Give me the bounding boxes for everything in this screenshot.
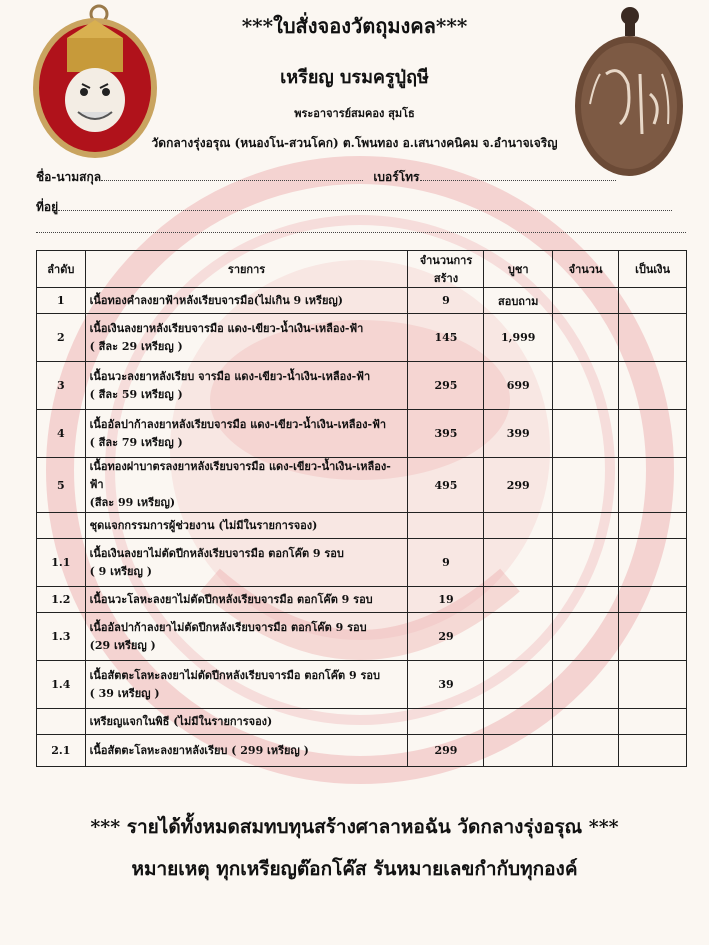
row-price <box>484 587 552 613</box>
address-row-2 <box>36 222 686 236</box>
row-quantity-made: 299 <box>408 735 484 767</box>
row-price <box>484 709 552 735</box>
row-amount-input[interactable] <box>552 410 618 458</box>
table-row <box>37 661 687 709</box>
row-quantity-made: 395 <box>408 410 484 458</box>
table-row <box>37 410 687 458</box>
row-item <box>85 314 408 362</box>
row-price: 1,999 <box>484 314 552 362</box>
row-item-name: เนื้อนวะโลหะลงยาไม่ตัดปีกหลังเรียบจารมือ ตอกโค๊ต 9 รอบ <box>89 592 373 606</box>
name-phone-row <box>36 168 616 187</box>
address-field-line2[interactable] <box>36 222 686 233</box>
table-header-row <box>37 251 687 288</box>
row-amount-input[interactable] <box>552 587 618 613</box>
row-total-input[interactable] <box>619 458 687 513</box>
row-item-name: เนื้ออัลปาก้าลงยาไม่ตัดปีกหลังเรียบจารมือ ตอกโค๊ต 9 รอบ <box>89 620 367 634</box>
row-price <box>484 613 552 661</box>
row-item-name: เนื้ออัลปาก้าลงยาหลังเรียบจารมือ แดง-เขียว-น้ำเงิน-เหลือง-ฟ้า <box>89 417 387 431</box>
row-amount-input[interactable] <box>552 362 618 410</box>
footer-note: *** รายได้ทั้งหมดสมทบทุนสร้างศาลาหอฉัน วัดกลางรุ่งอรุณ *** <box>90 816 619 838</box>
row-total-input[interactable] <box>619 735 687 767</box>
row-number <box>37 513 86 539</box>
row-item <box>85 288 408 314</box>
row-quantity-made: 19 <box>408 587 484 613</box>
header-total: เป็นเงิน <box>619 251 687 288</box>
row-amount-input[interactable] <box>552 513 618 539</box>
row-quantity-made <box>408 513 484 539</box>
table-row <box>37 288 687 314</box>
row-number: 5 <box>37 458 86 513</box>
row-item-name: ชุดแจกกรรมการผู้ช่วยงาน (ไม่มีในรายการจอง) <box>89 518 318 532</box>
row-total-input[interactable] <box>619 362 687 410</box>
row-item-note: ( 39 เหรียญ ) <box>89 686 160 700</box>
row-item <box>85 587 408 613</box>
row-item-note: (29 เหรียญ ) <box>89 638 156 652</box>
table-row <box>37 458 687 513</box>
row-price <box>484 513 552 539</box>
row-total-input[interactable] <box>619 410 687 458</box>
phone-field[interactable] <box>420 170 616 181</box>
row-total-input[interactable] <box>619 314 687 362</box>
row-item-name: เนื้อทองฝาบาตรลงยาหลังเรียบจารมือ แดง-เขียว-น้ำเงิน-เหลือง-ฟ้า <box>89 460 391 491</box>
row-number: 1 <box>37 288 86 314</box>
table-row <box>37 539 687 587</box>
monk-name: พระอาจารย์สมคอง สุมโธ <box>294 107 415 120</box>
row-amount-input[interactable] <box>552 613 618 661</box>
row-amount-input[interactable] <box>552 735 618 767</box>
row-number: 2.1 <box>37 735 86 767</box>
row-price <box>484 539 552 587</box>
row-item-note: ( สีละ 29 เหรียญ ) <box>89 339 183 353</box>
row-price: 299 <box>484 458 552 513</box>
table-row <box>37 709 687 735</box>
address-label: ที่อยู่ <box>36 200 59 214</box>
row-total-input[interactable] <box>619 613 687 661</box>
header-amount: จำนวน <box>552 251 618 288</box>
row-total-input[interactable] <box>619 587 687 613</box>
row-price: สอบถาม <box>484 288 552 314</box>
address-field[interactable] <box>58 200 672 211</box>
row-number: 1.3 <box>37 613 86 661</box>
row-item <box>85 362 408 410</box>
address-row <box>36 198 672 217</box>
row-item-name: เนื้อทองคำลงยาฟ้าหลังเรียบจารมือ(ไม่เกิน 9 เหรียญ) <box>89 293 343 307</box>
table-row <box>37 735 687 767</box>
row-number: 1.1 <box>37 539 86 587</box>
row-quantity-made: 9 <box>408 288 484 314</box>
name-label: ชื่อ-นามสกุล <box>36 170 102 184</box>
footer-remark: หมายเหตุ ทุกเหรียญต๊อกโค๊ส รันหมายเลขกำกับทุกองค์ <box>131 858 578 880</box>
row-number: 1.2 <box>37 587 86 613</box>
row-item-note: ( สีละ 59 เหรียญ ) <box>89 387 183 401</box>
name-field[interactable] <box>101 170 363 181</box>
row-price <box>484 735 552 767</box>
row-item-name: เนื้อเงินลงยาไม่ตัดปีกหลังเรียบจารมือ ตอกโค๊ต 9 รอบ <box>89 546 344 560</box>
temple-address: วัดกลางรุ่งอรุณ (หนองโน-สวนโคก) ต.โพนทอง อ.เสนางคนิคม จ.อำนาจเจริญ <box>151 136 558 150</box>
header-no: ลำดับ <box>37 251 86 288</box>
row-total-input[interactable] <box>619 709 687 735</box>
row-quantity-made: 145 <box>408 314 484 362</box>
row-quantity-made: 9 <box>408 539 484 587</box>
row-amount-input[interactable] <box>552 539 618 587</box>
table-row <box>37 513 687 539</box>
row-number: 2 <box>37 314 86 362</box>
row-quantity-made <box>408 709 484 735</box>
row-item <box>85 735 408 767</box>
row-number: 3 <box>37 362 86 410</box>
row-item-name: เนื้อสัตตะโลหะลงยาไม่ตัดปีกหลังเรียบจารมือ ตอกโค๊ต 9 รอบ <box>89 668 380 682</box>
header-qty: จำนวนการสร้าง <box>408 251 484 288</box>
row-quantity-made: 495 <box>408 458 484 513</box>
row-amount-input[interactable] <box>552 458 618 513</box>
row-total-input[interactable] <box>619 513 687 539</box>
row-quantity-made: 29 <box>408 613 484 661</box>
row-item-name: เหรียญแจกในพิธี (ไม่มีในรายการจอง) <box>89 714 273 728</box>
order-table <box>36 250 687 767</box>
row-item-note: ( สีละ 79 เหรียญ ) <box>89 435 183 449</box>
row-item <box>85 458 408 513</box>
table-row <box>37 314 687 362</box>
row-amount-input[interactable] <box>552 661 618 709</box>
table-row <box>37 362 687 410</box>
header-price: บูชา <box>484 251 552 288</box>
row-item <box>85 661 408 709</box>
phone-label: เบอร์โทร <box>373 170 420 184</box>
row-item-name: เนื้อนวะลงยาหลังเรียบ จารมือ แดง-เขียว-น้ำเงิน-เหลือง-ฟ้า <box>89 369 371 383</box>
row-price: 399 <box>484 410 552 458</box>
row-number: 4 <box>37 410 86 458</box>
row-item-name: เนื้อเงินลงยาหลังเรียบจารมือ แดง-เขียว-น้ำเงิน-เหลือง-ฟ้า <box>89 321 364 335</box>
page-title: ***ใบสั่งจองวัตถุมงคล*** <box>241 14 468 38</box>
row-item <box>85 410 408 458</box>
row-item <box>85 513 408 539</box>
row-total-input[interactable] <box>619 288 687 314</box>
row-total-input[interactable] <box>619 661 687 709</box>
row-number <box>37 709 86 735</box>
row-item-note: ( 9 เหรียญ ) <box>89 564 152 578</box>
row-quantity-made: 39 <box>408 661 484 709</box>
row-item <box>85 539 408 587</box>
row-item-name: เนื้อสัตตะโลหะลงยาหลังเรียบ ( 299 เหรียญ ) <box>89 743 309 757</box>
table-row <box>37 587 687 613</box>
table-row <box>37 613 687 661</box>
medal-name: เหรียญ บรมครูปู่ฤษี <box>280 67 429 88</box>
row-item-note: (สีละ 99 เหรียญ) <box>89 496 176 509</box>
row-item <box>85 613 408 661</box>
header-item: รายการ <box>85 251 408 288</box>
row-price: 699 <box>484 362 552 410</box>
row-total-input[interactable] <box>619 539 687 587</box>
row-number: 1.4 <box>37 661 86 709</box>
row-amount-input[interactable] <box>552 288 618 314</box>
row-amount-input[interactable] <box>552 314 618 362</box>
row-amount-input[interactable] <box>552 709 618 735</box>
row-price <box>484 661 552 709</box>
order-rows <box>37 288 687 767</box>
row-quantity-made: 295 <box>408 362 484 410</box>
row-item <box>85 709 408 735</box>
